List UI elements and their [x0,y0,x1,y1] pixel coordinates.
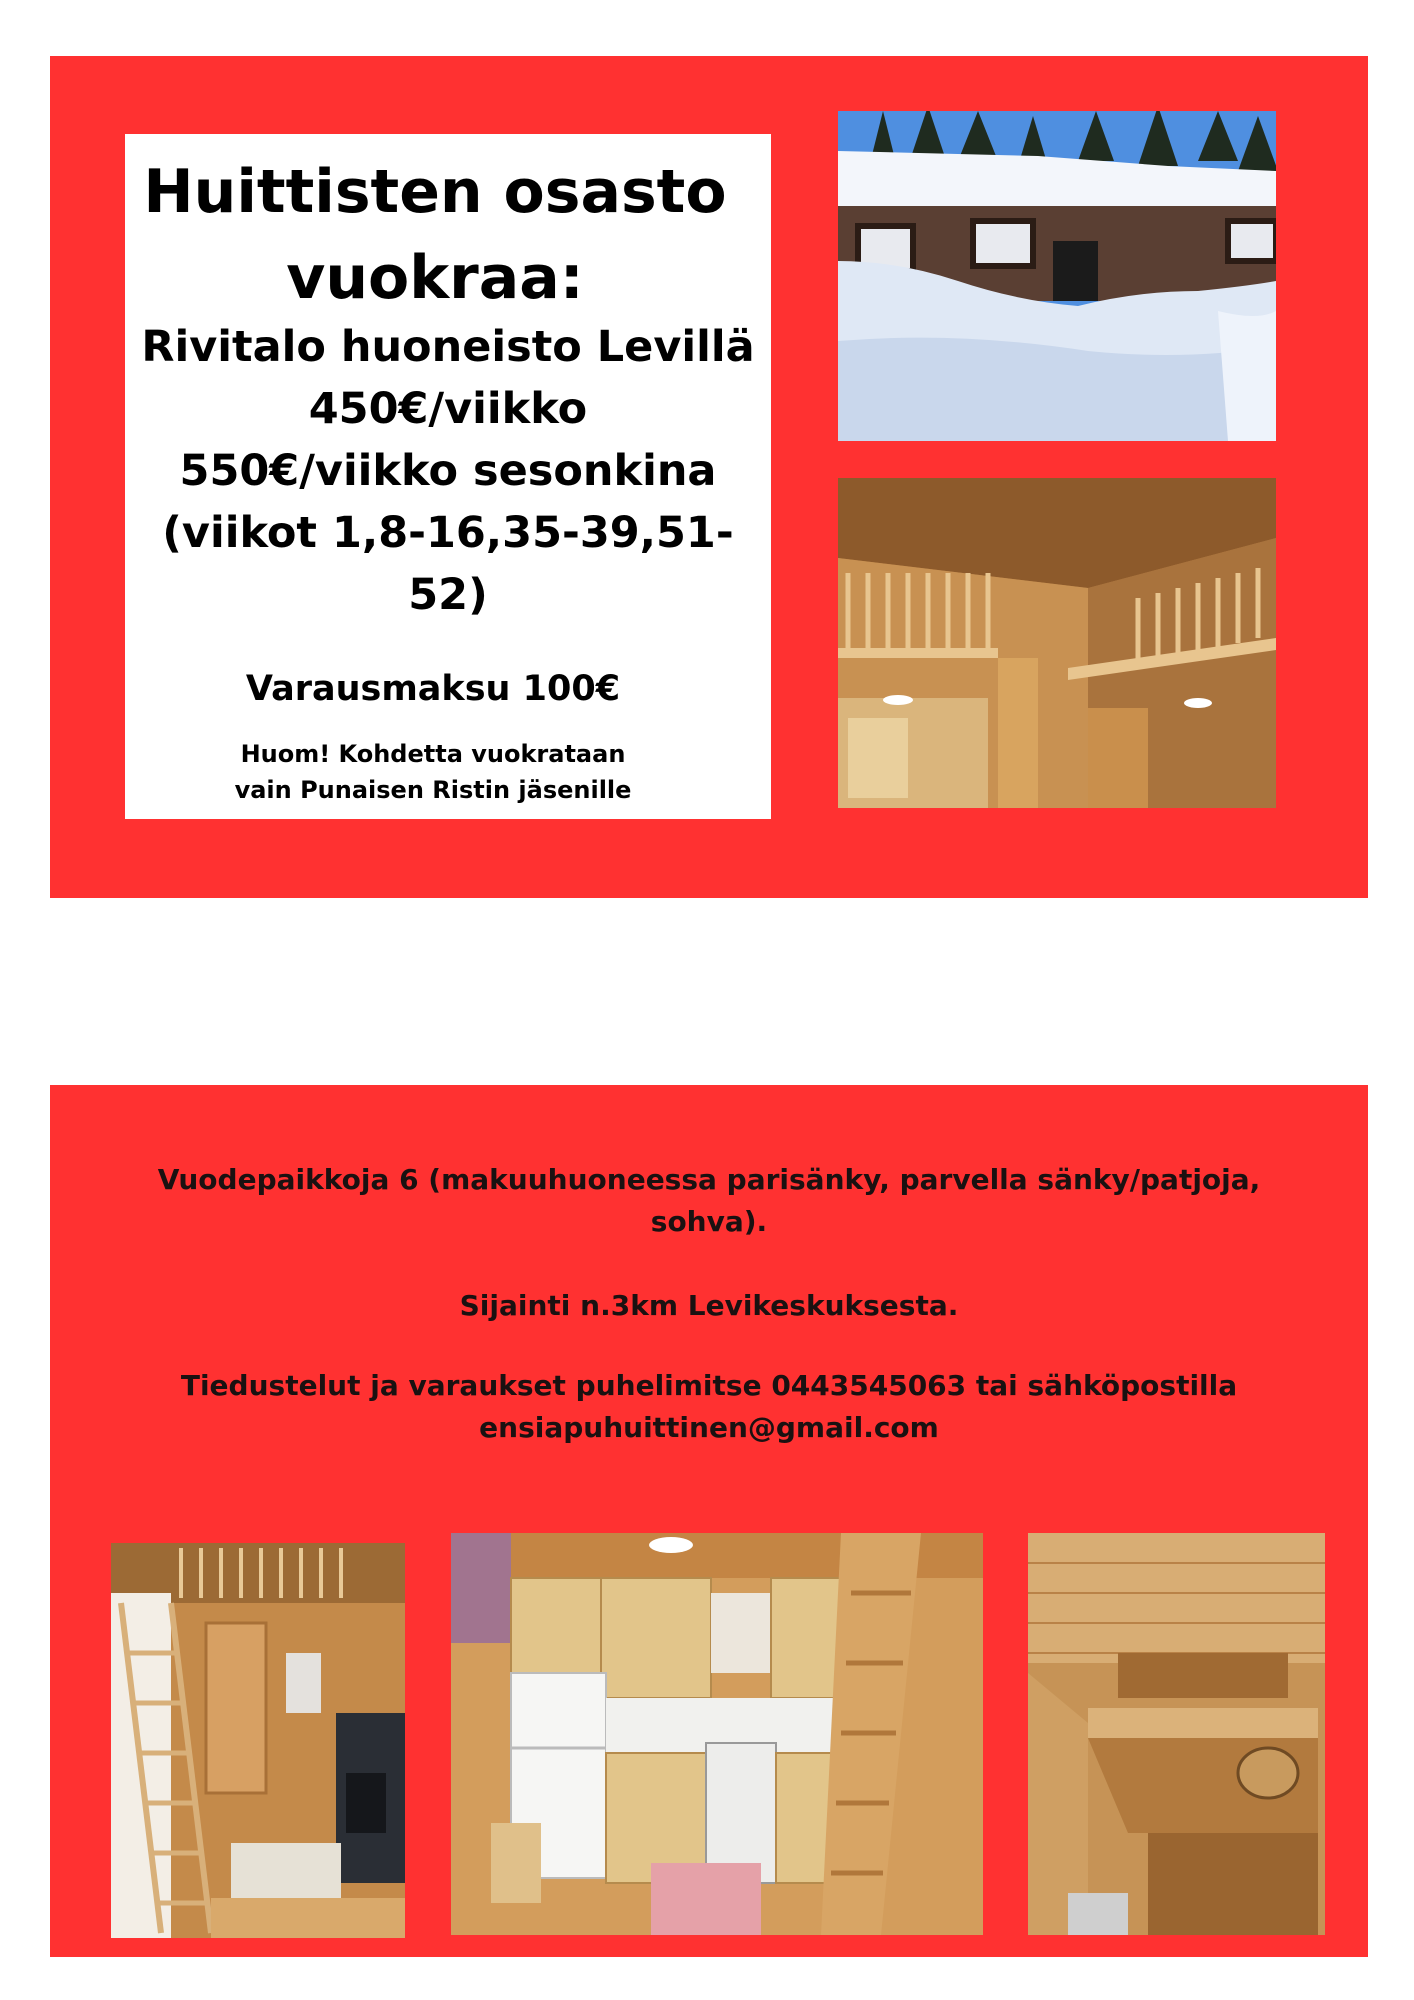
sauna-photo [1028,1533,1325,1935]
season-weeks: (viikot 1,8-16,35-39,51-52) [162,508,734,620]
title-line-1: Huittisten osasto [143,157,727,227]
reservation-fee: Varausmaksu 100€ [245,669,621,709]
members-note-line-1: Huom! Kohdetta vuokrataan [240,740,626,768]
title-line-2: vuokraa: [286,243,584,313]
house-exterior-photo [838,111,1276,441]
location-info: Sijainti n.3km Levikeskuksesta. [459,1289,959,1322]
hallway-photo [111,1543,405,1938]
top-red-panel [50,56,1368,898]
contact-email[interactable]: ensiapuhuittinen@gmail.com [479,1411,939,1444]
members-note-line-2: vain Punaisen Ristin jäsenille [234,776,632,804]
kitchen-photo [451,1533,983,1935]
season-price: 550€/viikko sesonkina [179,446,717,496]
contact-info-line-1: Tiedustelut ja varaukset puhelimitse 0443545063 tai sähköpostilla [180,1369,1238,1402]
rental-info-card [125,134,771,819]
beds-info-line-2: sohva). [650,1205,768,1238]
weekly-price: 450€/viikko [308,384,588,434]
beds-info-line-1: Vuodepaikkoja 6 (makuuhuoneessa parisänky, parvella sänky/patjoja, [157,1163,1261,1196]
apartment-type: Rivitalo huoneisto Levillä [141,322,755,372]
bottom-red-panel [50,1085,1368,1957]
loft-interior-photo [838,478,1276,808]
